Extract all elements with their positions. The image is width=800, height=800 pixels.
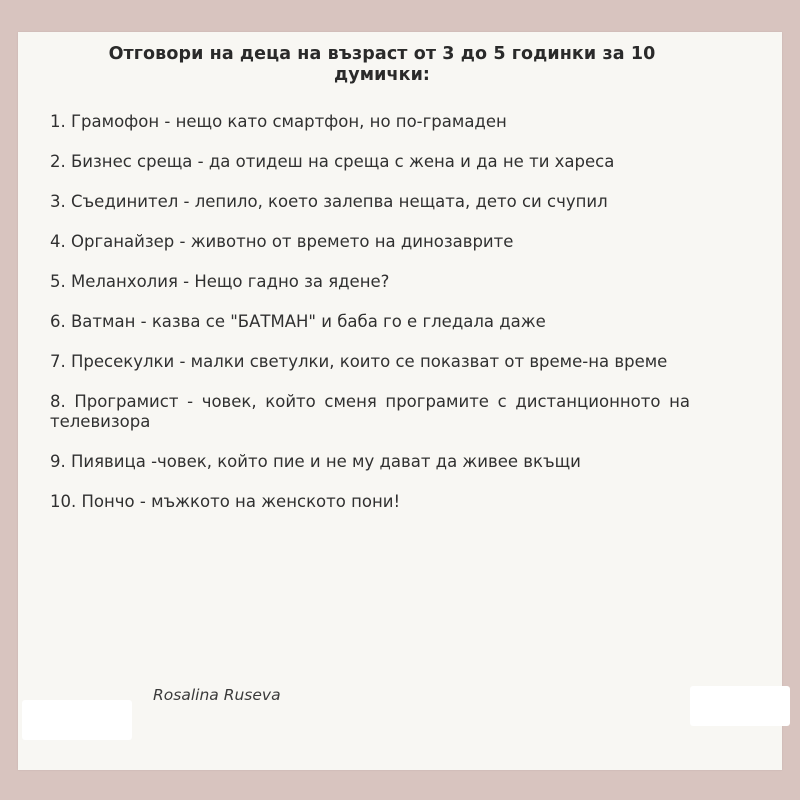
author-signature: Rosalina Ruseva xyxy=(153,686,281,704)
list-item-1: 1. Грамофон - нещо като смартфон, но по-грамаден xyxy=(50,112,507,131)
list-item-2: 2. Бизнес среща - да отидеш на среща с жена и да не ти хареса xyxy=(50,152,615,171)
list-item-10: 10. Пончо - мъжкото на женското пони! xyxy=(50,492,401,511)
white-patch-bottom-left xyxy=(22,700,132,740)
list-item-6: 6. Ватман - казва се "БАТМАН" и баба го е гледала даже xyxy=(50,312,546,331)
list-item-7: 7. Пресекулки - малки светулки, които се показват от време-на време xyxy=(50,352,668,371)
list-item-9: 9. Пиявица -човек, който пие и не му дават да живее вкъщи xyxy=(50,452,581,471)
list-item-4: 4. Органайзер - животно от времето на динозаврите xyxy=(50,232,514,251)
white-patch-bottom-right xyxy=(690,686,790,726)
list-item-3: 3. Съединител - лепило, което залепва нещата, дето си счупил xyxy=(50,192,608,211)
list-item-8: 8. Програмист - човек, който сменя програмите с дистанционното на телевизора xyxy=(50,392,690,431)
answer-list xyxy=(50,112,690,532)
page-title: Отговори на деца на възраст от 3 до 5 годинки за 10 думички: xyxy=(108,44,656,85)
list-item-5: 5. Меланхолия - Нещо гадно за ядене? xyxy=(50,272,390,291)
